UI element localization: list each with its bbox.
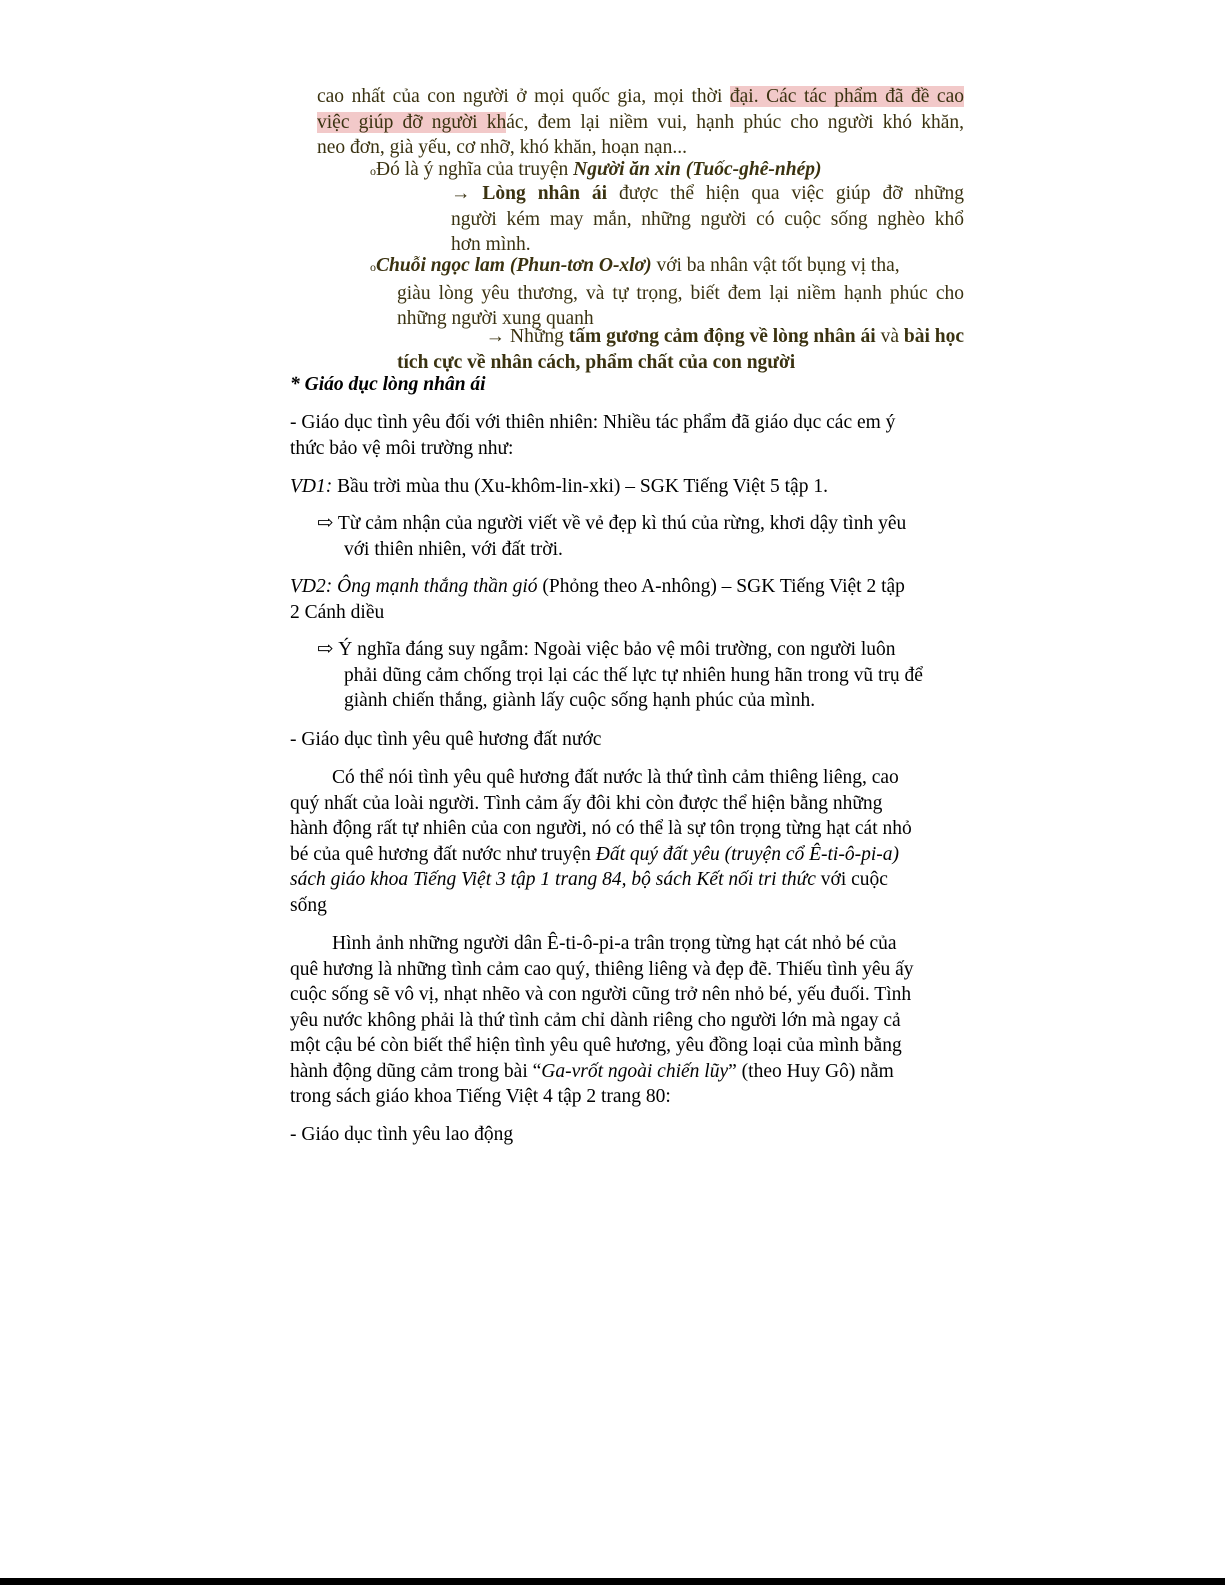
arrow-icon: ⇨: [317, 639, 334, 660]
top-paragraph: [317, 84, 964, 161]
top-line-3: neo đơn, già yếu, cơ nhỡ, khó khăn, hoạn nạn...: [317, 137, 687, 158]
homeland-paragraph-1: Có thể nói tình yêu quê hương đất nước là thứ tình cảm thiêng liêng, cao quý nhất của loài người. Tình cảm ấy đôi khi còn được thể hiện bằng những hành động rất tự nhiên của con người, nó có thể là sự tôn trọng từng hạt cát nhỏ bé của quê hương đất nước như truyện Đất quý đất yêu (truyện cổ Ê-ti-ô-pi-a) sách giáo khoa Tiếng Việt 3 tập 1 trang 84, bộ sách Kết nối tri thức với cuộc sống: [290, 767, 912, 916]
example-2: VD2: Ông mạnh thắng thần gió (Phỏng theo A-nhông) – SGK Tiếng Việt 2 tập 2 Cánh diều: [290, 576, 905, 623]
arrow-icon: ⇨: [317, 513, 334, 534]
bullet-marker: o: [370, 260, 376, 274]
example-1-result: ⇨ Từ cảm nhận của người viết về vẻ đẹp kì thú của rừng, khơi dậy tình yêu với thiên nhiên, với đất trời.: [317, 513, 907, 560]
story-title: Chuỗi ngọc lam (Phun-tơn O-xlơ): [376, 255, 652, 276]
arrow-icon: → Những: [485, 326, 569, 347]
highlight: việc giúp đỡ người kh: [317, 111, 507, 133]
bullet-item-1: oĐó là ý nghĩa của truyện Người ăn xin (Tuốc-ghê-nhép): [370, 159, 822, 180]
bullet-item-2: oChuỗi ngọc lam (Phun-tơn O-xlơ) với ba nhân vật tốt bụng vị tha, giàu lòng yêu thương, và tự trọng, biết đem lại niềm hạnh phúc cho những người xung quanh: [370, 255, 964, 329]
example-label: VD1:: [290, 476, 333, 497]
section-heading: * Giáo dục lòng nhân ái: [290, 374, 486, 395]
bullet-marker: o: [370, 164, 376, 178]
story-title: Đất quý đất yêu (truyện cổ Ê-ti-ô-pi-a): [595, 843, 899, 865]
example-1: VD1: Bầu trời mùa thu (Xu-khôm-lin-xki) – SGK Tiếng Việt 5 tập 1.: [290, 476, 828, 497]
example-2-result: ⇨ Ý nghĩa đáng suy ngẫm: Ngoài việc bảo vệ môi trường, con người luôn phải dũng cảm chống trọi lại các thế lực tự nhiên hung hãn trong vũ trụ để giành chiến thắng, giành lấy cuộc sống hạnh phúc của mình.: [317, 639, 923, 711]
nature-paragraph: - Giáo dục tình yêu đối với thiên nhiên: Nhiều tác phẩm đã giáo dục các em ý thức bảo vệ môi trường như:: [290, 412, 896, 459]
example-label: VD2: Ông mạnh thắng thần gió: [290, 576, 538, 597]
arrow-note-2: → Những tấm gương cảm động về lòng nhân ái và bài học tích cực về nhân cách, phẩm chất của con người: [397, 326, 964, 373]
top-line-2: việc giúp đỡ người khác, đem lại niềm vui, hạnh phúc cho người khó khăn,: [317, 111, 964, 133]
arrow-icon: →: [451, 183, 483, 204]
top-line-1: cao nhất của con người ở mọi quốc gia, mọi thời đại. Các tác phẩm đã đề cao: [317, 86, 964, 107]
bottom-border: [0, 1578, 1225, 1585]
arrow-note-1: → Lòng nhân ái được thể hiện qua việc giúp đỡ những người kém may mắn, những người có cuộc sống nghèo khổ hơn mình.: [451, 183, 964, 255]
homeland-paragraph-2: Hình ảnh những người dân Ê-ti-ô-pi-a trân trọng từng hạt cát nhỏ bé của quê hương là những tình cảm cao quý, thiêng liêng và đẹp đẽ. Thiếu tình yêu ấy cuộc sống sẽ vô vị, nhạt nhẽo và con người cũng trở nên nhỏ bé, yếu đuối. Tình yêu nước không phải là thứ tình cảm chỉ dành riêng cho người lớn mà ngay cả một cậu bé còn biết thể hiện tình yêu quê hương, yêu đồng loại của mình bằng hành động dũng cảm trong bài “Ga-vrốt ngoài chiến lũy” (theo Huy Gô) nằm trong sách giáo khoa Tiếng Việt 4 tập 2 trang 80:: [290, 933, 914, 1107]
labor-heading: - Giáo dục tình yêu lao động: [290, 1124, 514, 1145]
story-title: Ga-vrốt ngoài chiến lũy: [541, 1060, 729, 1082]
homeland-heading: - Giáo dục tình yêu quê hương đất nước: [290, 729, 602, 750]
story-title: Người ăn xin (Tuốc-ghê-nhép): [573, 159, 822, 180]
highlight: đại. Các tác phẩm đã đề cao: [729, 86, 964, 107]
